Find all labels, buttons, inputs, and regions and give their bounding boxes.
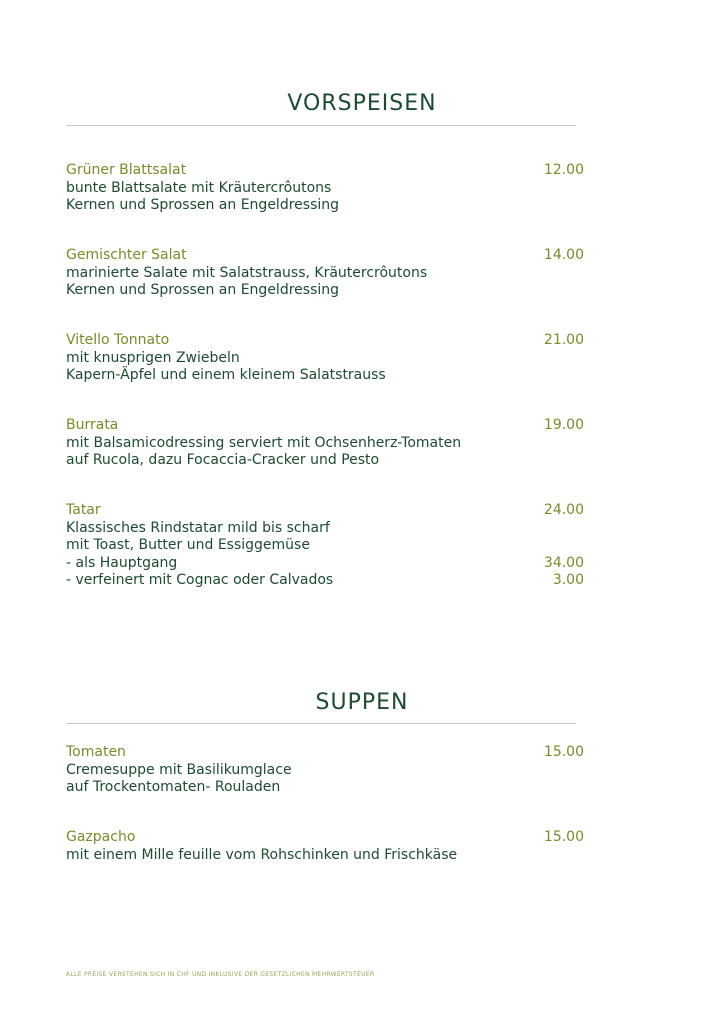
item-description-line: mit knusprigen Zwiebeln — [66, 349, 240, 366]
item-price: 15.00 — [543, 829, 584, 845]
item-option-row — [66, 555, 584, 573]
item-name: Gazpacho — [66, 829, 136, 845]
section-title-suppen: SUPPEN — [315, 690, 409, 715]
item-description-line: auf Trockentomaten- Rouladen — [66, 779, 281, 795]
menu-item-burrata — [66, 417, 584, 470]
item-price: 21.00 — [543, 332, 584, 348]
item-description-line: Kapern-Äpfel und einem kleinem Salatstrauss — [66, 367, 386, 383]
item-description-line: bunte Blattsalate mit Kräutercrôutons — [66, 179, 332, 196]
option-price: 3.00 — [552, 572, 584, 588]
item-name: Tomaten — [66, 744, 126, 760]
item-name: Grüner Blattsalat — [66, 162, 187, 178]
item-description-line: auf Rucola, dazu Focaccia-Cracker und Pesto — [66, 452, 380, 468]
item-price: 24.00 — [543, 502, 584, 518]
item-name: Burrata — [66, 417, 119, 433]
menu-item-vitello-tonnato — [66, 332, 584, 385]
option-label: - verfeinert mit Cognac oder Calvados — [66, 572, 334, 588]
option-label: - als Hauptgang — [66, 554, 178, 571]
item-description-line: mit Toast, Butter und Essiggemüse — [66, 537, 310, 553]
item-description-line: mit einem Mille feuille vom Rohschinken und Frischkäse — [66, 846, 458, 863]
option-price: 34.00 — [543, 554, 584, 571]
item-name: Gemischter Salat — [66, 247, 187, 263]
item-price: 19.00 — [543, 417, 584, 433]
item-description-line: Cremesuppe mit Basilikumglace — [66, 761, 292, 778]
menu-item-gruener-blattsalat — [66, 162, 584, 215]
item-description-line: Kernen und Sprossen an Engeldressing — [66, 197, 340, 213]
item-price: 14.00 — [543, 247, 584, 263]
item-description-line: Klassisches Rindstatar mild bis scharf — [66, 519, 330, 536]
item-description-line: Kernen und Sprossen an Engeldressing — [66, 282, 340, 298]
section-title-vorspeisen: VORSPEISEN — [287, 91, 437, 116]
section-divider — [66, 125, 576, 126]
item-price: 12.00 — [543, 162, 584, 178]
item-option-row — [66, 572, 584, 590]
item-price: 15.00 — [543, 744, 584, 760]
menu-item-tatar — [66, 502, 584, 590]
item-description-line: marinierte Salate mit Salatstrauss, Kräutercrôutons — [66, 264, 428, 281]
footer-note: ALLE PREISE VERSTEHEN SICH IN CHF UND INKLUSIVE DER GESETZLICHEN MEHRWERTSTEUER — [66, 971, 375, 978]
item-name: Tatar — [66, 502, 101, 518]
item-description-line: mit Balsamicodressing serviert mit Ochsenherz-Tomaten — [66, 434, 462, 451]
item-name: Vitello Tonnato — [66, 332, 170, 348]
menu-item-tomaten — [66, 744, 584, 797]
menu-item-gazpacho — [66, 829, 584, 864]
section-divider — [66, 723, 576, 724]
menu-item-gemischter-salat — [66, 247, 584, 300]
